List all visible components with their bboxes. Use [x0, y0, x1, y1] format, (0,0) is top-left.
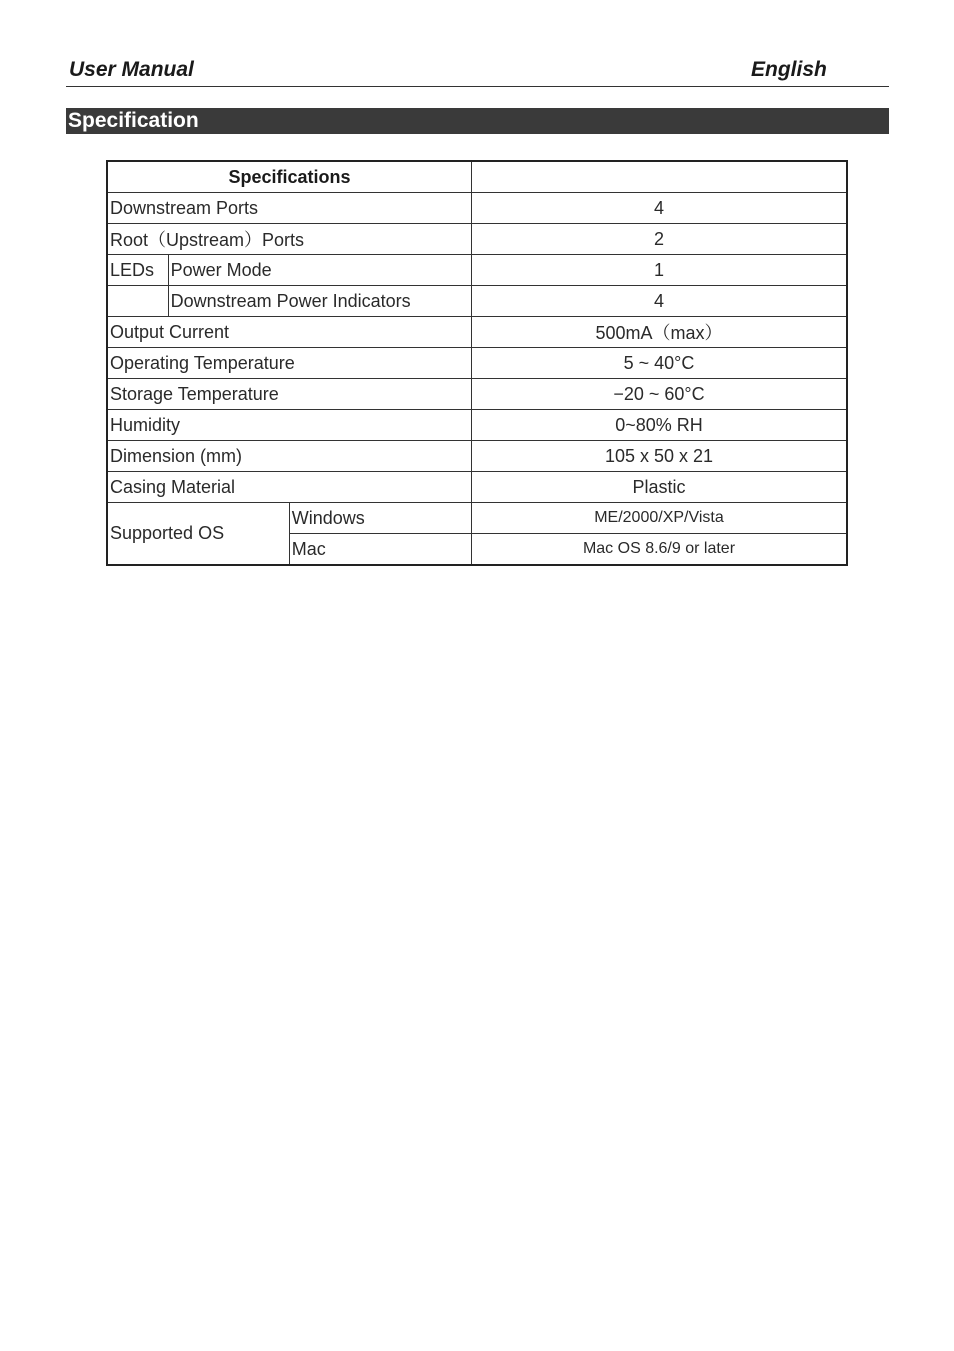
- row-value: 5 ~ 40°C: [471, 348, 847, 379]
- table-header-row: [107, 161, 847, 193]
- row-label: Downstream Ports: [107, 193, 471, 224]
- table-row: [107, 255, 847, 286]
- row-value: Plastic: [471, 472, 847, 503]
- row-value: ME/2000/XP/Vista: [471, 503, 847, 534]
- row-value: −20 ~ 60°C: [471, 379, 847, 410]
- table-row: [107, 193, 847, 224]
- row-label: Dimension (mm): [107, 441, 471, 472]
- table-row: [107, 503, 847, 534]
- row-label: Casing Material: [107, 472, 471, 503]
- row-label: Humidity: [107, 410, 471, 441]
- row-value: 105 x 50 x 21: [471, 441, 847, 472]
- row-label: Storage Temperature: [107, 379, 471, 410]
- row-value: 4: [471, 286, 847, 317]
- row-value: 1: [471, 255, 847, 286]
- specifications-table: [106, 160, 848, 566]
- row-label: Mac: [289, 534, 471, 566]
- row-value: 2: [471, 224, 847, 255]
- section-heading-bar: [66, 108, 889, 134]
- row-value: 4: [471, 193, 847, 224]
- table-row: [107, 317, 847, 348]
- row-label: Windows: [289, 503, 471, 534]
- row-label: Downstream Power Indicators: [168, 286, 471, 317]
- page-header: [66, 56, 889, 87]
- row-value: 500mA（max）: [471, 317, 847, 348]
- table-row: [107, 472, 847, 503]
- leds-label: LEDs: [107, 255, 168, 286]
- row-label: Power Mode: [168, 255, 471, 286]
- leds-empty-cell: [107, 286, 168, 317]
- table-row: [107, 348, 847, 379]
- language-label: English: [751, 58, 827, 81]
- row-label: Output Current: [107, 317, 471, 348]
- table-row: [107, 224, 847, 255]
- section-title: Specification: [68, 109, 199, 132]
- row-value: Mac OS 8.6/9 or later: [471, 534, 847, 566]
- table-header-value: [471, 161, 847, 193]
- row-label: Root（Upstream）Ports: [107, 224, 471, 255]
- table-header-label: Specifications: [107, 161, 471, 193]
- manual-title: User Manual: [69, 58, 194, 81]
- row-label: Operating Temperature: [107, 348, 471, 379]
- table-row: [107, 410, 847, 441]
- table-row: [107, 286, 847, 317]
- row-value: 0~80% RH: [471, 410, 847, 441]
- table-row: [107, 441, 847, 472]
- supported-os-label: Supported OS: [107, 503, 289, 566]
- table-row: [107, 379, 847, 410]
